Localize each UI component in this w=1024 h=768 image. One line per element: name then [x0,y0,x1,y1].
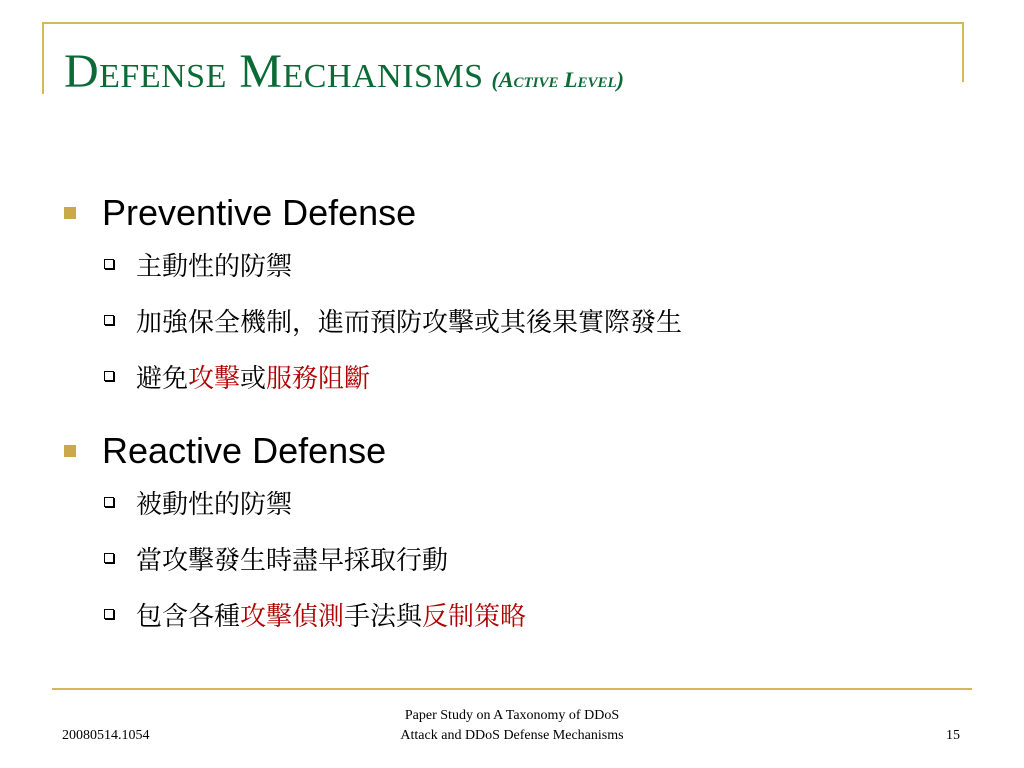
box-bullet-icon [104,497,114,507]
footer-title [300,706,724,746]
slide-body [62,190,964,642]
sub-bullet-text: 當攻擊發生時盡早採取行動 [136,545,449,576]
sub-bullet [104,586,964,642]
sub-bullet-text: 被動性的防禦 [136,489,293,520]
highlight-text: 攻擊偵測 [240,601,345,632]
box-bullet-icon [104,259,114,269]
footer-date-code: 20080514.1054 [62,728,150,743]
sub-bullet-text: 加強保全機制，進而預防攻擊或其後果實際發生 [136,307,683,338]
text-part: 包含各種 [136,601,241,632]
box-bullet-icon [104,609,114,619]
bullet-preventive-defense [62,190,964,236]
frame-right-line [962,22,964,82]
box-bullet-icon [104,371,114,381]
highlight-text: 反制策略 [422,601,527,632]
square-bullet-icon [64,445,76,457]
sub-bullet [104,530,964,586]
highlight-text: 攻擊 [188,363,241,394]
frame-left-line [42,22,44,94]
square-bullet-icon [64,207,76,219]
box-bullet-icon [104,315,114,325]
slide-title [64,44,624,99]
slide-title-sub: (Active Level) [491,67,624,92]
sub-bullet [104,348,964,404]
footer-title-line1: Paper Study on A Taxonomy of DDoS [404,708,620,723]
sub-bullet [104,236,964,292]
sub-bullet-text: 主動性的防禦 [136,251,293,282]
highlight-text: 服務阻斷 [266,363,371,394]
slide-title-main: Defense Mechanisms [64,45,484,98]
footer-divider [52,688,972,690]
frame-top-line [42,22,964,24]
bullet-reactive-defense [62,428,964,474]
text-part: 避免 [136,363,189,394]
text-part: 手法與 [344,601,423,632]
footer-title-line2: Attack and DDoS Defense Mechanisms [400,728,624,743]
sub-bullet [104,292,964,348]
sub-bullet-text [136,596,526,633]
bullet-heading: Reactive Defense [102,430,387,471]
box-bullet-icon [104,553,114,563]
text-part: 或 [240,363,267,394]
sub-bullet [104,474,964,530]
bullet-heading: Preventive Defense [102,192,417,233]
page-number: 15 [946,728,960,743]
sub-bullet-text [136,358,370,395]
